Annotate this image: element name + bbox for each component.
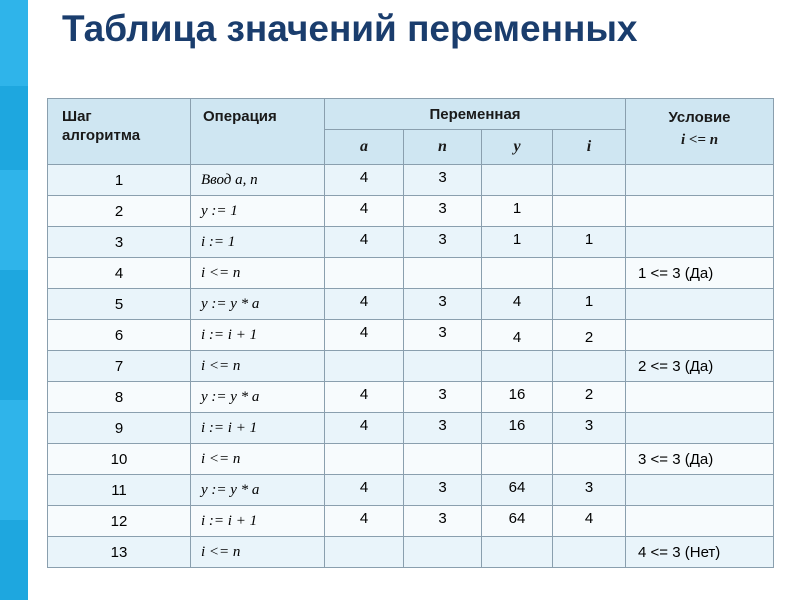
y-cell: 16	[482, 413, 553, 444]
operation-header: Операция	[191, 99, 325, 165]
condition-header-line2: i <= n	[680, 132, 719, 148]
condition-cell	[626, 382, 774, 413]
n-cell: 3	[404, 227, 482, 258]
operation-cell: i := i + 1	[191, 506, 325, 537]
table-row	[48, 196, 774, 227]
a-cell: 4	[325, 227, 404, 258]
operation-cell: i := i + 1	[191, 413, 325, 444]
var-i-header: i	[553, 130, 626, 165]
step-cell: 8	[48, 382, 191, 413]
n-cell: 3	[404, 165, 482, 196]
accent-bar-segment	[0, 170, 28, 270]
operation-cell: i := 1	[191, 227, 325, 258]
condition-cell	[626, 506, 774, 537]
condition-cell: 2 <= 3 (Да)	[626, 351, 774, 382]
condition-cell	[626, 413, 774, 444]
n-cell: 3	[404, 475, 482, 506]
operation-cell: y := 1	[191, 196, 325, 227]
a-cell	[325, 351, 404, 382]
a-cell: 4	[325, 320, 404, 351]
y-cell: 64	[482, 475, 553, 506]
y-cell: 64	[482, 506, 553, 537]
operation-cell: y := y * a	[191, 382, 325, 413]
i-cell: 3	[553, 475, 626, 506]
table-row	[48, 413, 774, 444]
step-cell: 4	[48, 258, 191, 289]
operation-cell: i <= n	[191, 537, 325, 568]
n-cell: 3	[404, 413, 482, 444]
operation-cell: Ввод a, n	[191, 165, 325, 196]
a-cell: 4	[325, 165, 404, 196]
y-cell	[482, 258, 553, 289]
table-row	[48, 444, 774, 475]
i-cell: 1	[553, 227, 626, 258]
step-cell: 6	[48, 320, 191, 351]
i-cell	[553, 165, 626, 196]
var-y-header: y	[482, 130, 553, 165]
step-cell: 7	[48, 351, 191, 382]
step-header	[48, 99, 191, 165]
step-cell: 10	[48, 444, 191, 475]
condition-cell	[626, 227, 774, 258]
left-accent-bar	[0, 0, 28, 600]
i-cell	[553, 444, 626, 475]
a-cell: 4	[325, 506, 404, 537]
table-row	[48, 475, 774, 506]
step-cell: 3	[48, 227, 191, 258]
var-n-header: n	[404, 130, 482, 165]
a-cell: 4	[325, 413, 404, 444]
page-title: Таблица значений переменных	[62, 8, 638, 49]
operation-cell: y := y * a	[191, 289, 325, 320]
i-cell	[553, 537, 626, 568]
n-cell	[404, 258, 482, 289]
a-cell: 4	[325, 475, 404, 506]
i-cell	[553, 196, 626, 227]
operation-cell: i <= n	[191, 444, 325, 475]
a-cell: 4	[325, 382, 404, 413]
accent-bar-segment	[0, 400, 28, 520]
a-cell	[325, 444, 404, 475]
table-row	[48, 351, 774, 382]
condition-cell	[626, 289, 774, 320]
i-cell	[553, 351, 626, 382]
y-cell	[482, 351, 553, 382]
condition-cell	[626, 165, 774, 196]
condition-cell: 1 <= 3 (Да)	[626, 258, 774, 289]
y-cell	[482, 537, 553, 568]
step-cell: 2	[48, 196, 191, 227]
n-cell: 3	[404, 289, 482, 320]
operation-cell: i <= n	[191, 351, 325, 382]
table-row	[48, 382, 774, 413]
condition-cell	[626, 475, 774, 506]
table-row	[48, 537, 774, 568]
i-cell: 1	[553, 289, 626, 320]
condition-cell: 4 <= 3 (Нет)	[626, 537, 774, 568]
step-cell: 11	[48, 475, 191, 506]
a-cell: 4	[325, 196, 404, 227]
step-header-line1: Шаг	[62, 108, 92, 125]
condition-header-line1: Условие	[668, 109, 731, 126]
n-cell: 3	[404, 506, 482, 537]
i-cell: 4	[553, 506, 626, 537]
table-row	[48, 165, 774, 196]
variable-header: Переменная	[325, 99, 626, 130]
step-cell: 1	[48, 165, 191, 196]
operation-cell: i := i + 1	[191, 320, 325, 351]
step-header-line2: алгоритма	[62, 127, 141, 144]
i-cell: 2	[553, 320, 626, 351]
y-cell: 4	[482, 289, 553, 320]
var-a-header: a	[325, 130, 404, 165]
table-row	[48, 289, 774, 320]
y-cell	[482, 165, 553, 196]
table-row	[48, 506, 774, 537]
n-cell: 3	[404, 382, 482, 413]
table-row	[48, 227, 774, 258]
operation-cell: y := y * a	[191, 475, 325, 506]
step-cell: 13	[48, 537, 191, 568]
table-row	[48, 258, 774, 289]
operation-cell: i <= n	[191, 258, 325, 289]
n-cell: 3	[404, 320, 482, 351]
condition-cell: 3 <= 3 (Да)	[626, 444, 774, 475]
i-cell: 2	[553, 382, 626, 413]
condition-cell	[626, 196, 774, 227]
accent-bar-segment	[0, 0, 28, 86]
a-cell	[325, 537, 404, 568]
condition-cell	[626, 320, 774, 351]
y-cell: 4	[482, 320, 553, 351]
header-row	[48, 99, 774, 130]
a-cell: 4	[325, 289, 404, 320]
i-cell: 3	[553, 413, 626, 444]
y-cell: 1	[482, 196, 553, 227]
a-cell	[325, 258, 404, 289]
n-cell	[404, 444, 482, 475]
table-row	[48, 320, 774, 351]
step-cell: 12	[48, 506, 191, 537]
variables-table	[47, 98, 774, 568]
i-cell	[553, 258, 626, 289]
y-cell: 1	[482, 227, 553, 258]
n-cell	[404, 351, 482, 382]
n-cell: 3	[404, 196, 482, 227]
condition-header	[626, 99, 774, 165]
y-cell	[482, 444, 553, 475]
step-cell: 5	[48, 289, 191, 320]
n-cell	[404, 537, 482, 568]
y-cell: 16	[482, 382, 553, 413]
step-cell: 9	[48, 413, 191, 444]
